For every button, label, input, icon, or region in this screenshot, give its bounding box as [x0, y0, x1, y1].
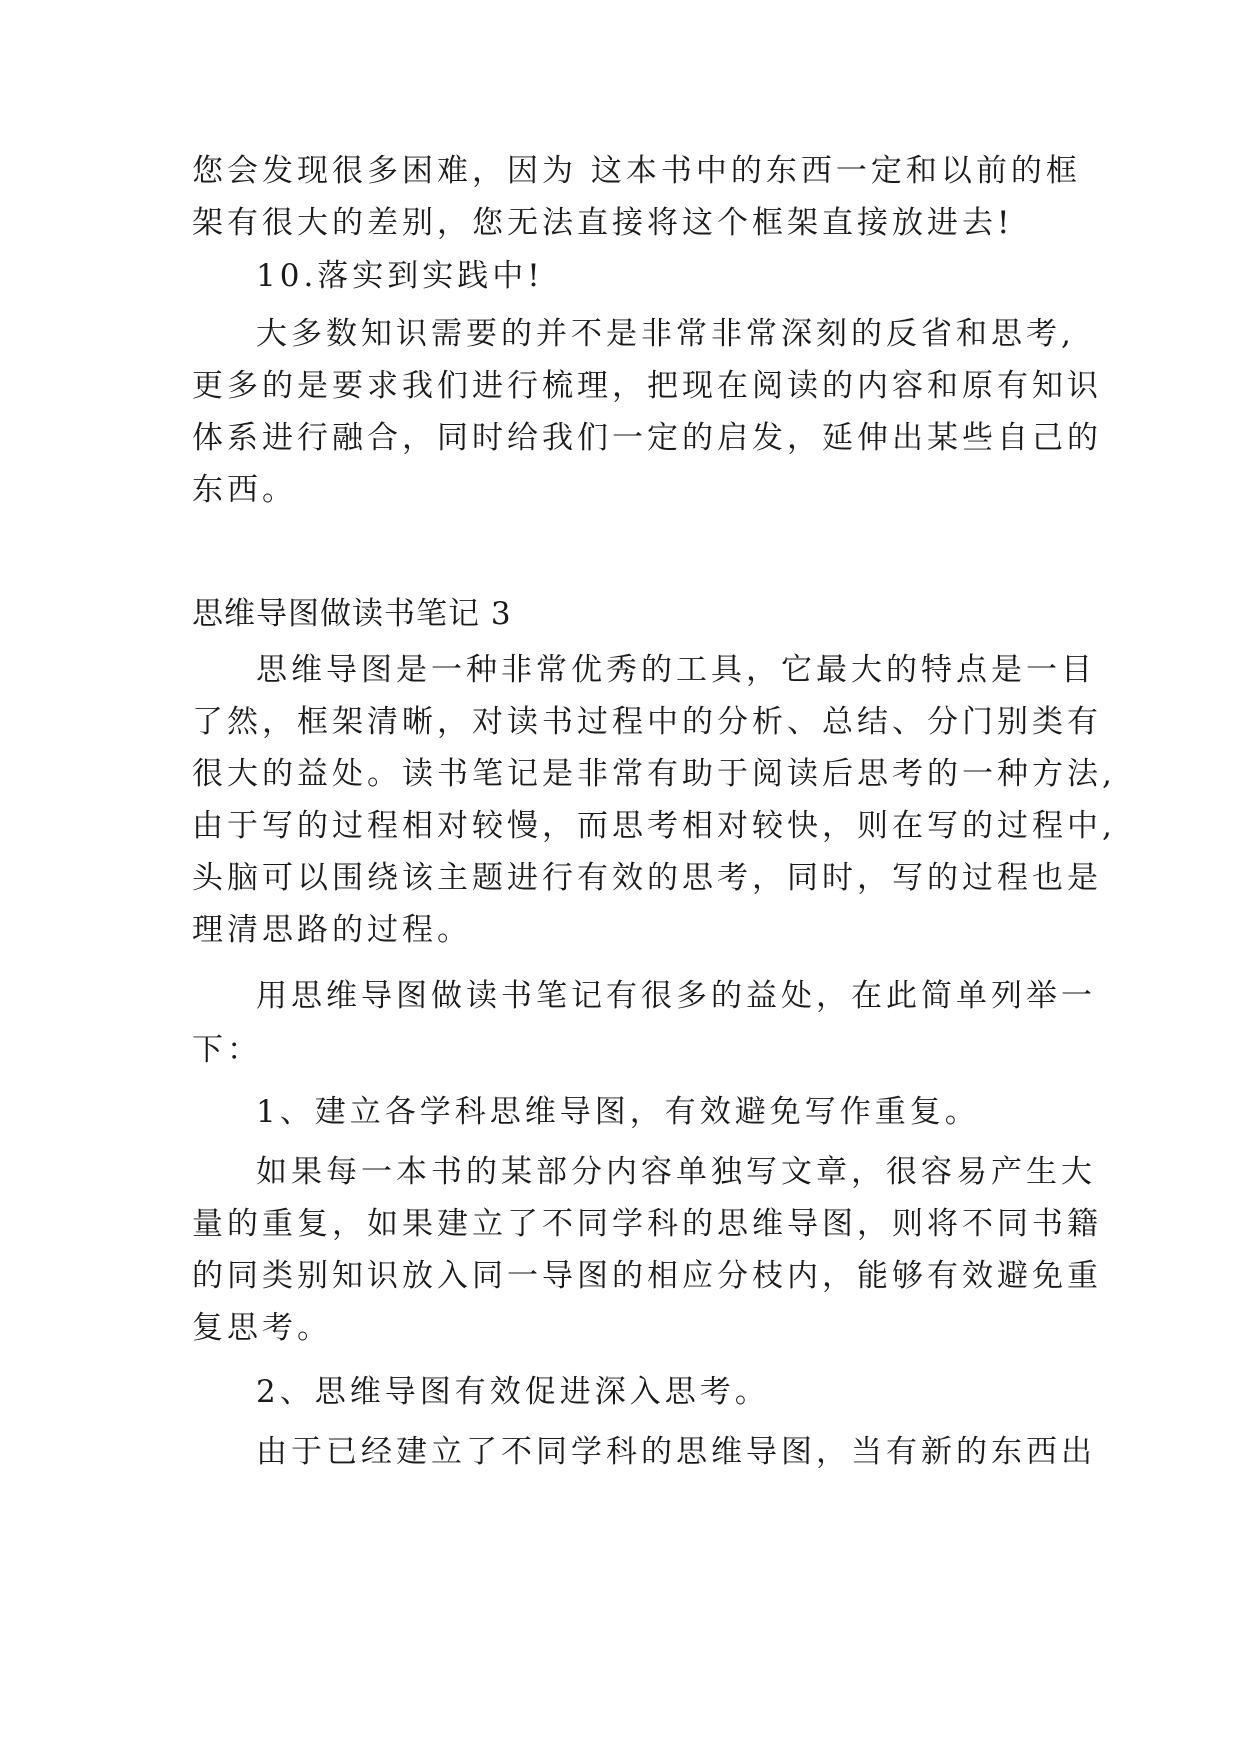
paragraph-line: 很大的益处。读书笔记是非常有助于阅读后思考的一种方法,	[192, 756, 1116, 792]
paragraph-line: 理清思路的过程。	[192, 912, 472, 948]
list-heading: 10.落实到实践中!	[256, 258, 544, 294]
list-heading: 2、思维导图有效促进深入思考。	[256, 1374, 770, 1410]
paragraph-line: 用思维导图做读书笔记有很多的益处，在此简单列举一	[256, 978, 1096, 1014]
paragraph-line: 了然，框架清晰，对读书过程中的分析、总结、分门别类有	[192, 704, 1102, 740]
paragraph-line: 更多的是要求我们进行梳理，把现在阅读的内容和原有知识	[192, 368, 1102, 404]
paragraph-line: 复思考。	[192, 1310, 332, 1346]
paragraph-line: 如果每一本书的某部分内容单独写文章，很容易产生大	[256, 1154, 1096, 1190]
list-heading: 1、建立各学科思维导图，有效避免写作重复。	[256, 1094, 980, 1130]
paragraph-line: 体系进行融合，同时给我们一定的启发，延伸出某些自己的	[192, 420, 1102, 456]
paragraph-line: 下：	[192, 1032, 262, 1068]
paragraph-line: 由于已经建立了不同学科的思维导图，当有新的东西出	[256, 1434, 1096, 1470]
section-title: 思维导图做读书笔记 3	[192, 596, 512, 632]
paragraph-line: 您会发现很多困难，因为 这本书中的东西一定和以前的框	[192, 153, 1081, 189]
paragraph-line: 的同类别知识放入同一导图的相应分枝内，能够有效避免重	[192, 1258, 1102, 1294]
paragraph-line: 量的重复，如果建立了不同学科的思维导图，则将不同书籍	[192, 1206, 1102, 1242]
paragraph-line: 由于写的过程相对较慢，而思考相对较快，则在写的过程中,	[192, 808, 1116, 844]
paragraph-line: 思维导图是一种非常优秀的工具，它最大的特点是一目	[256, 652, 1096, 688]
paragraph-line: 架有很大的差别，您无法直接将这个框架直接放进去!	[192, 205, 1014, 241]
paragraph-line: 头脑可以围绕该主题进行有效的思考，同时，写的过程也是	[192, 860, 1102, 896]
paragraph-line: 东西。	[192, 472, 297, 508]
paragraph-line: 大多数知识需要的并不是非常非常深刻的反省和思考,	[256, 316, 1075, 352]
